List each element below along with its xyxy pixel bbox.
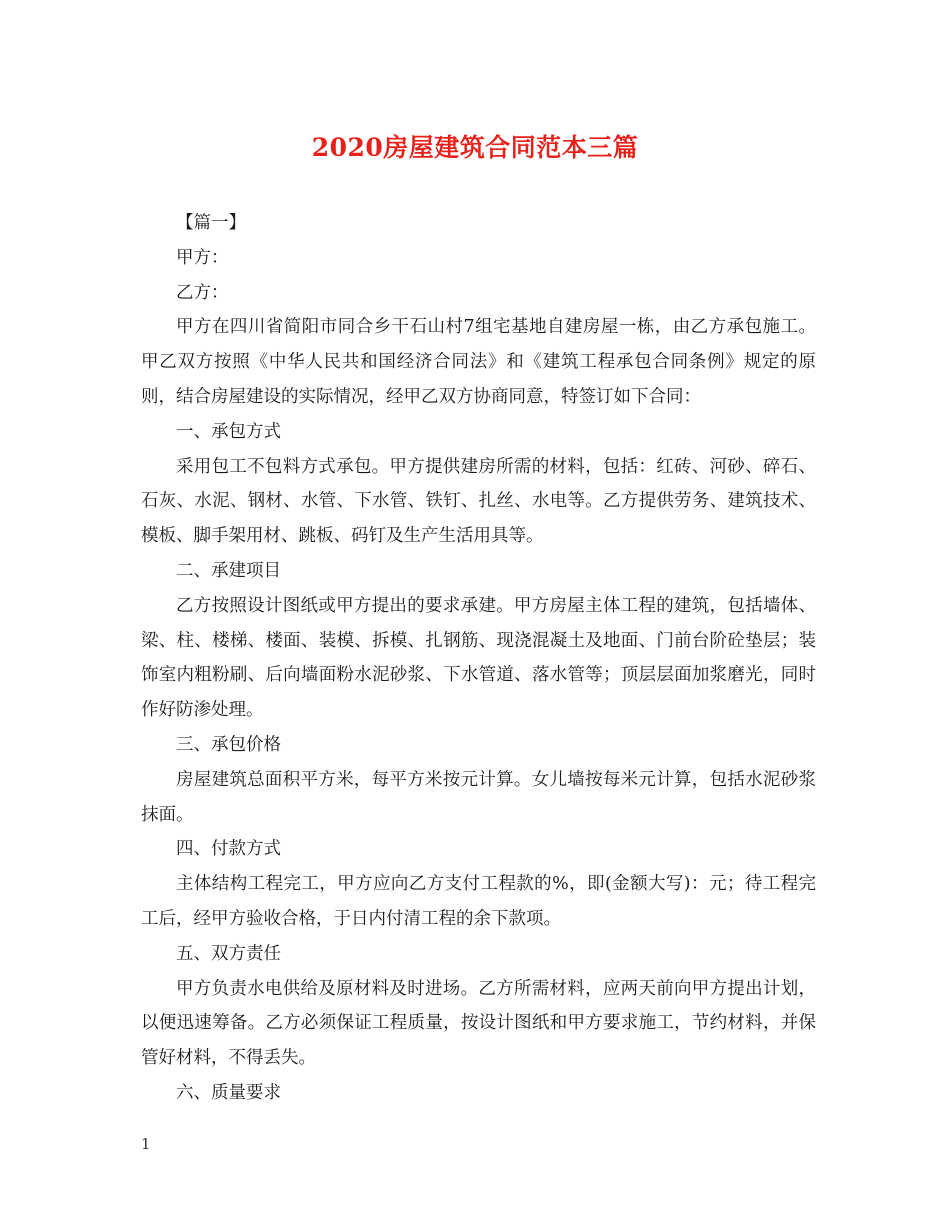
section-label: 【篇一】 [176,213,246,233]
party-b-line: 乙方： [176,282,229,303]
page-number: 1 [141,1135,151,1153]
clause-heading-5: 五、双方责任 [176,943,281,964]
party-a-line: 甲方： [176,247,229,268]
clause-heading-1: 一、承包方式 [176,421,281,442]
document-body [141,206,816,1111]
clause-heading-6: 六、质量要求 [176,1082,281,1103]
clause-heading-2: 二、承建项目 [176,560,281,581]
document-title: 2020房屋建筑合同范本三篇 [311,133,639,162]
clause-paragraph-1: 采用包工不包料方式承包。甲方提供建房所需的材料，包括：红砖、河砂、碎石、石灰、水泥、钢材、水管、下水管、铁钉、扎丝、水电等。乙方提供劳务、建筑技术、模板、脚手架用材、跳板、码钉及生产生活用具等。 [141,456,816,547]
clause-paragraph-4: 主体结构工程完工，甲方应向乙方支付工程款的%，即(金额大写)：元；待工程完工后，经甲方验收合格，于日内付清工程的余下款项。 [141,874,816,929]
intro-paragraph: 甲方在四川省简阳市同合乡干石山村7组宅基地自建房屋一栋，由乙方承包施工。甲乙双方按照《中华人民共和国经济合同法》和《建筑工程承包合同条例》规定的原则，结合房屋建设的实际情况，经甲乙双方协商同意，特签订如下合同： [141,317,816,407]
clause-paragraph-3: 房屋建筑总面积平方米，每平方米按元计算。女儿墙按每米元计算，包括水泥砂浆抹面。 [141,769,816,825]
clause-heading-4: 四、付款方式 [176,839,281,860]
clause-paragraph-5: 甲方负责水电供给及原材料及时进场。乙方所需材料，应两天前向甲方提出计划，以便迅速筹备。乙方必须保证工程质量，按设计图纸和甲方要求施工，节约材料，并保管好材料，不得丢失。 [141,978,816,1069]
clause-heading-3: 三、承包价格 [176,734,281,755]
clause-paragraph-2: 乙方按照设计图纸或甲方提出的要求承建。甲方房屋主体工程的建筑，包括墙体、梁、柱、楼梯、楼面、装模、拆模、扎钢筋、现浇混凝土及地面、门前台阶砼垫层；装饰室内粗粉刷、后向墙面粉水泥砂浆、下水管道、落水管等；顶层层面加浆磨光，同时作好防渗处理。 [141,595,816,721]
